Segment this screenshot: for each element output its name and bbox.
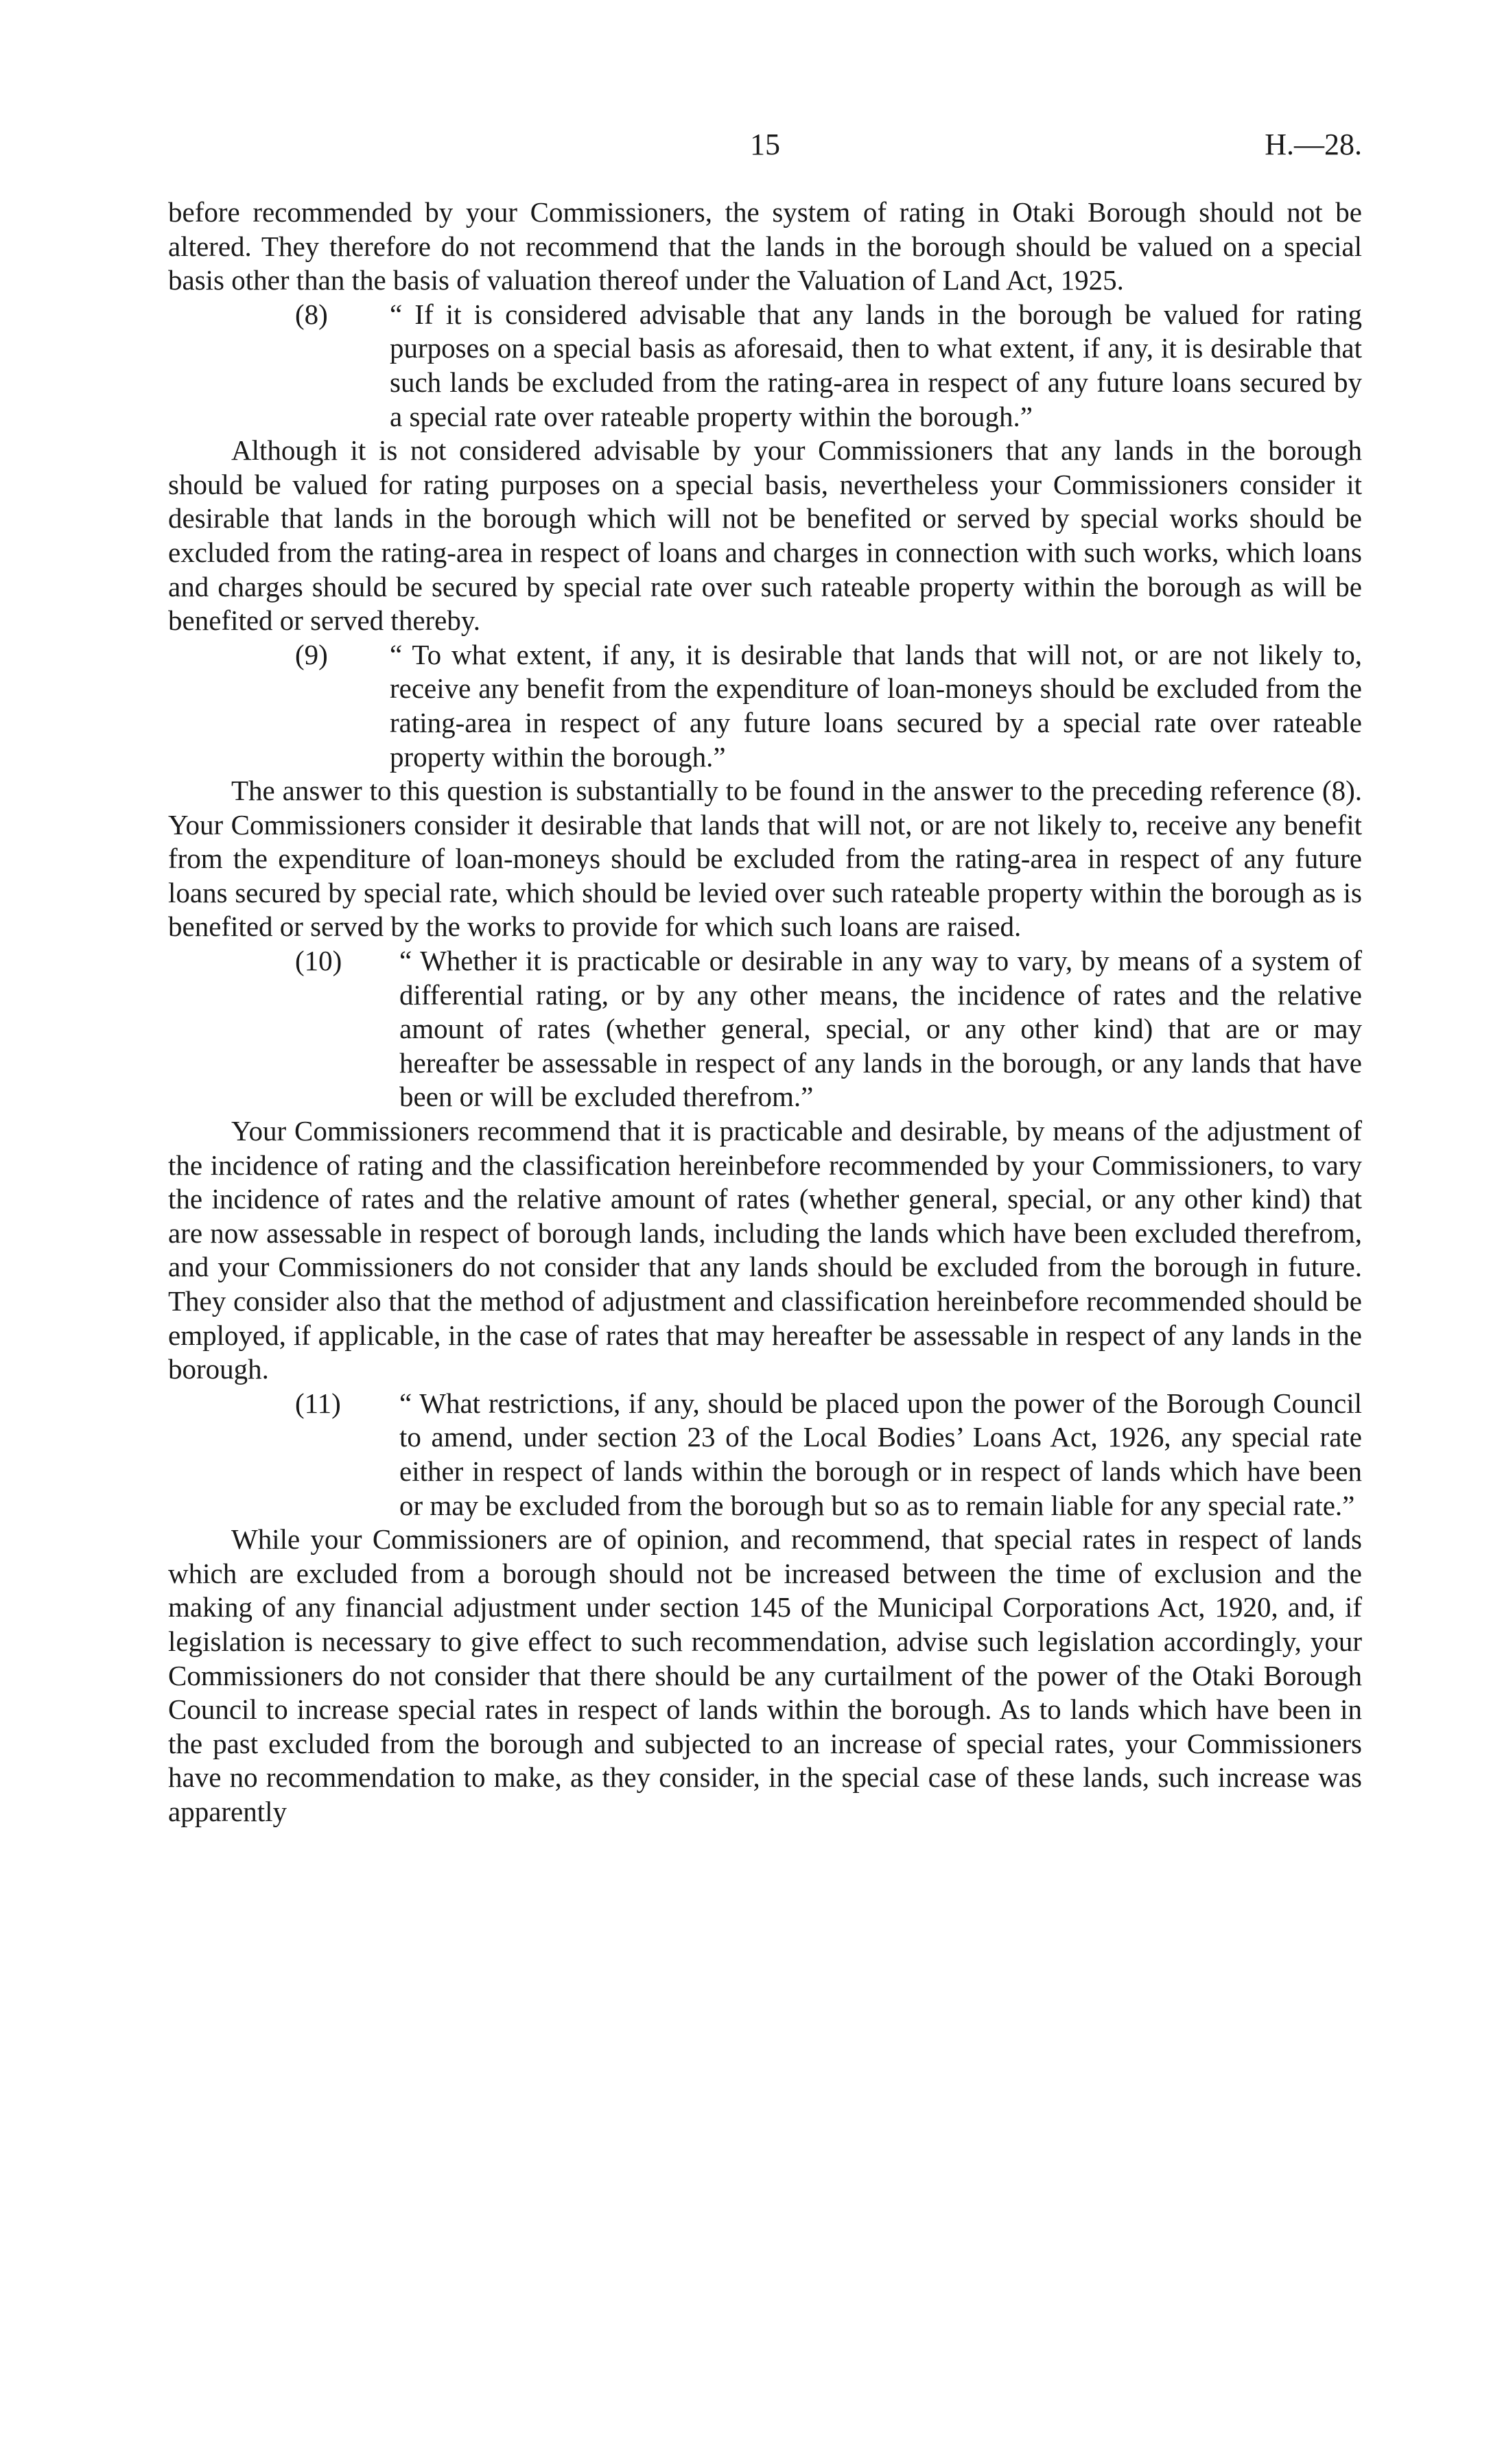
- page-number: 15: [750, 128, 780, 161]
- reference-item-8: [168, 298, 1362, 434]
- reference-number: (8): [295, 298, 328, 330]
- page-header: [168, 127, 1362, 168]
- paragraph: Although it is not considered advisable by your Commissioners that any lands in the borough should be valued for rating purposes on a special basis, nevertheless your Commissioners consider it desirable that lands in the borough which will not be benefited or served by special works should be excluded from the rating-area in respect of loans and charges in connection with such works, which loans and charges should be secured by special rate over such rateable property within the borough as will be benefited or served thereby.: [168, 434, 1362, 637]
- paragraph: The answer to this question is substantially to be found in the answer to the preceding reference (8). Your Commissioners consider it desirable that lands that will not, or are not likely to, receive any benefit from the expenditure of loan-moneys should be excluded from the rating-area in respect of any future loans secured by special rate, which should be levied over such rateable property within the borough as is benefited or served by the works to provide for which such loans are raised.: [168, 775, 1362, 943]
- reference-text: “ To what extent, if any, it is desirable that lands that will not, or are not likely to, receive any benefit from the expenditure of loan-moneys should be excluded from the rating-area in respect of any future loans secured by a special rate over rateable property within the borough.”: [390, 638, 1362, 773]
- reference-text: “ What restrictions, if any, should be placed upon the power of the Borough Council to amend, under section 23 of the Local Bodies’ Loans Act, 1926, any special rate either in respect of lands within the borough or in respect of lands which have been or may be excluded from the borough but so as to remain liable for any special rate.”: [399, 1387, 1362, 1521]
- paragraph: Your Commissioners recommend that it is practicable and desirable, by means of the adjustment of the incidence of rating and the classification hereinbefore recommended by your Commissioners, to vary the incidence of rates and the relative amount of rates (whether general, special, or any other kind) that are now assessable in respect of borough lands, including the lands which have been excluded therefrom, and your Commissioners do not consider that any lands should be excluded from the borough in future. They consider also that the method of adjustment and classification hereinbefore recommended should be employed, if applicable, in the case of rates that may hereafter be assessable in respect of any lands in the borough.: [168, 1115, 1362, 1385]
- document-reference: H.—28.: [1265, 128, 1362, 161]
- body-text: [168, 196, 1362, 1829]
- paragraph-continued: before recommended by your Commissioners, the system of rating in Otaki Borough should not be altered. They therefore do not recommend that the lands in the borough should be valued on a special basis other than the basis of valuation thereof under the Valuation of Land Act, 1925.: [168, 196, 1362, 296]
- reference-number: (10): [295, 945, 342, 977]
- reference-number: (9): [295, 638, 328, 670]
- reference-item-10: [168, 944, 1362, 1114]
- reference-item-11: [168, 1387, 1362, 1523]
- reference-text: “ Whether it is practicable or desirable in any way to vary, by means of a system of differential rating, or by any other means, the incidence of rates and the relative amount of rates (whether general, special, or any other kind) that are or may hereafter be assessable in respect of any lands in the borough, or any lands that have been or will be excluded therefrom.”: [399, 945, 1362, 1113]
- reference-item-9: [168, 638, 1362, 774]
- paragraph: While your Commissioners are of opinion, and recommend, that special rates in respect of lands which are excluded from a borough should not be increased between the time of exclusion and the making of any financial adjustment under section 145 of the Municipal Corporations Act, 1920, and, if legislation is necessary to give effect to such recommendation, advise such legislation accordingly, your Commissioners do not consider that there should be any curtailment of the power of the Otaki Borough Council to increase special rates in respect of lands within the borough. As to lands which have been in the past excluded from the borough and subjected to an increase of special rates, your Commissioners have no recommendation to make, as they consider, in the special case of these lands, such increase was apparently: [168, 1523, 1362, 1827]
- reference-number: (11): [295, 1387, 341, 1419]
- reference-text: “ If it is considered advisable that any lands in the borough be valued for rating purposes on a special basis as aforesaid, then to what extent, if any, it is desirable that such lands be excluded from the rating-area in respect of any future loans secured by a special rate over rateable property within the borough.”: [390, 298, 1362, 432]
